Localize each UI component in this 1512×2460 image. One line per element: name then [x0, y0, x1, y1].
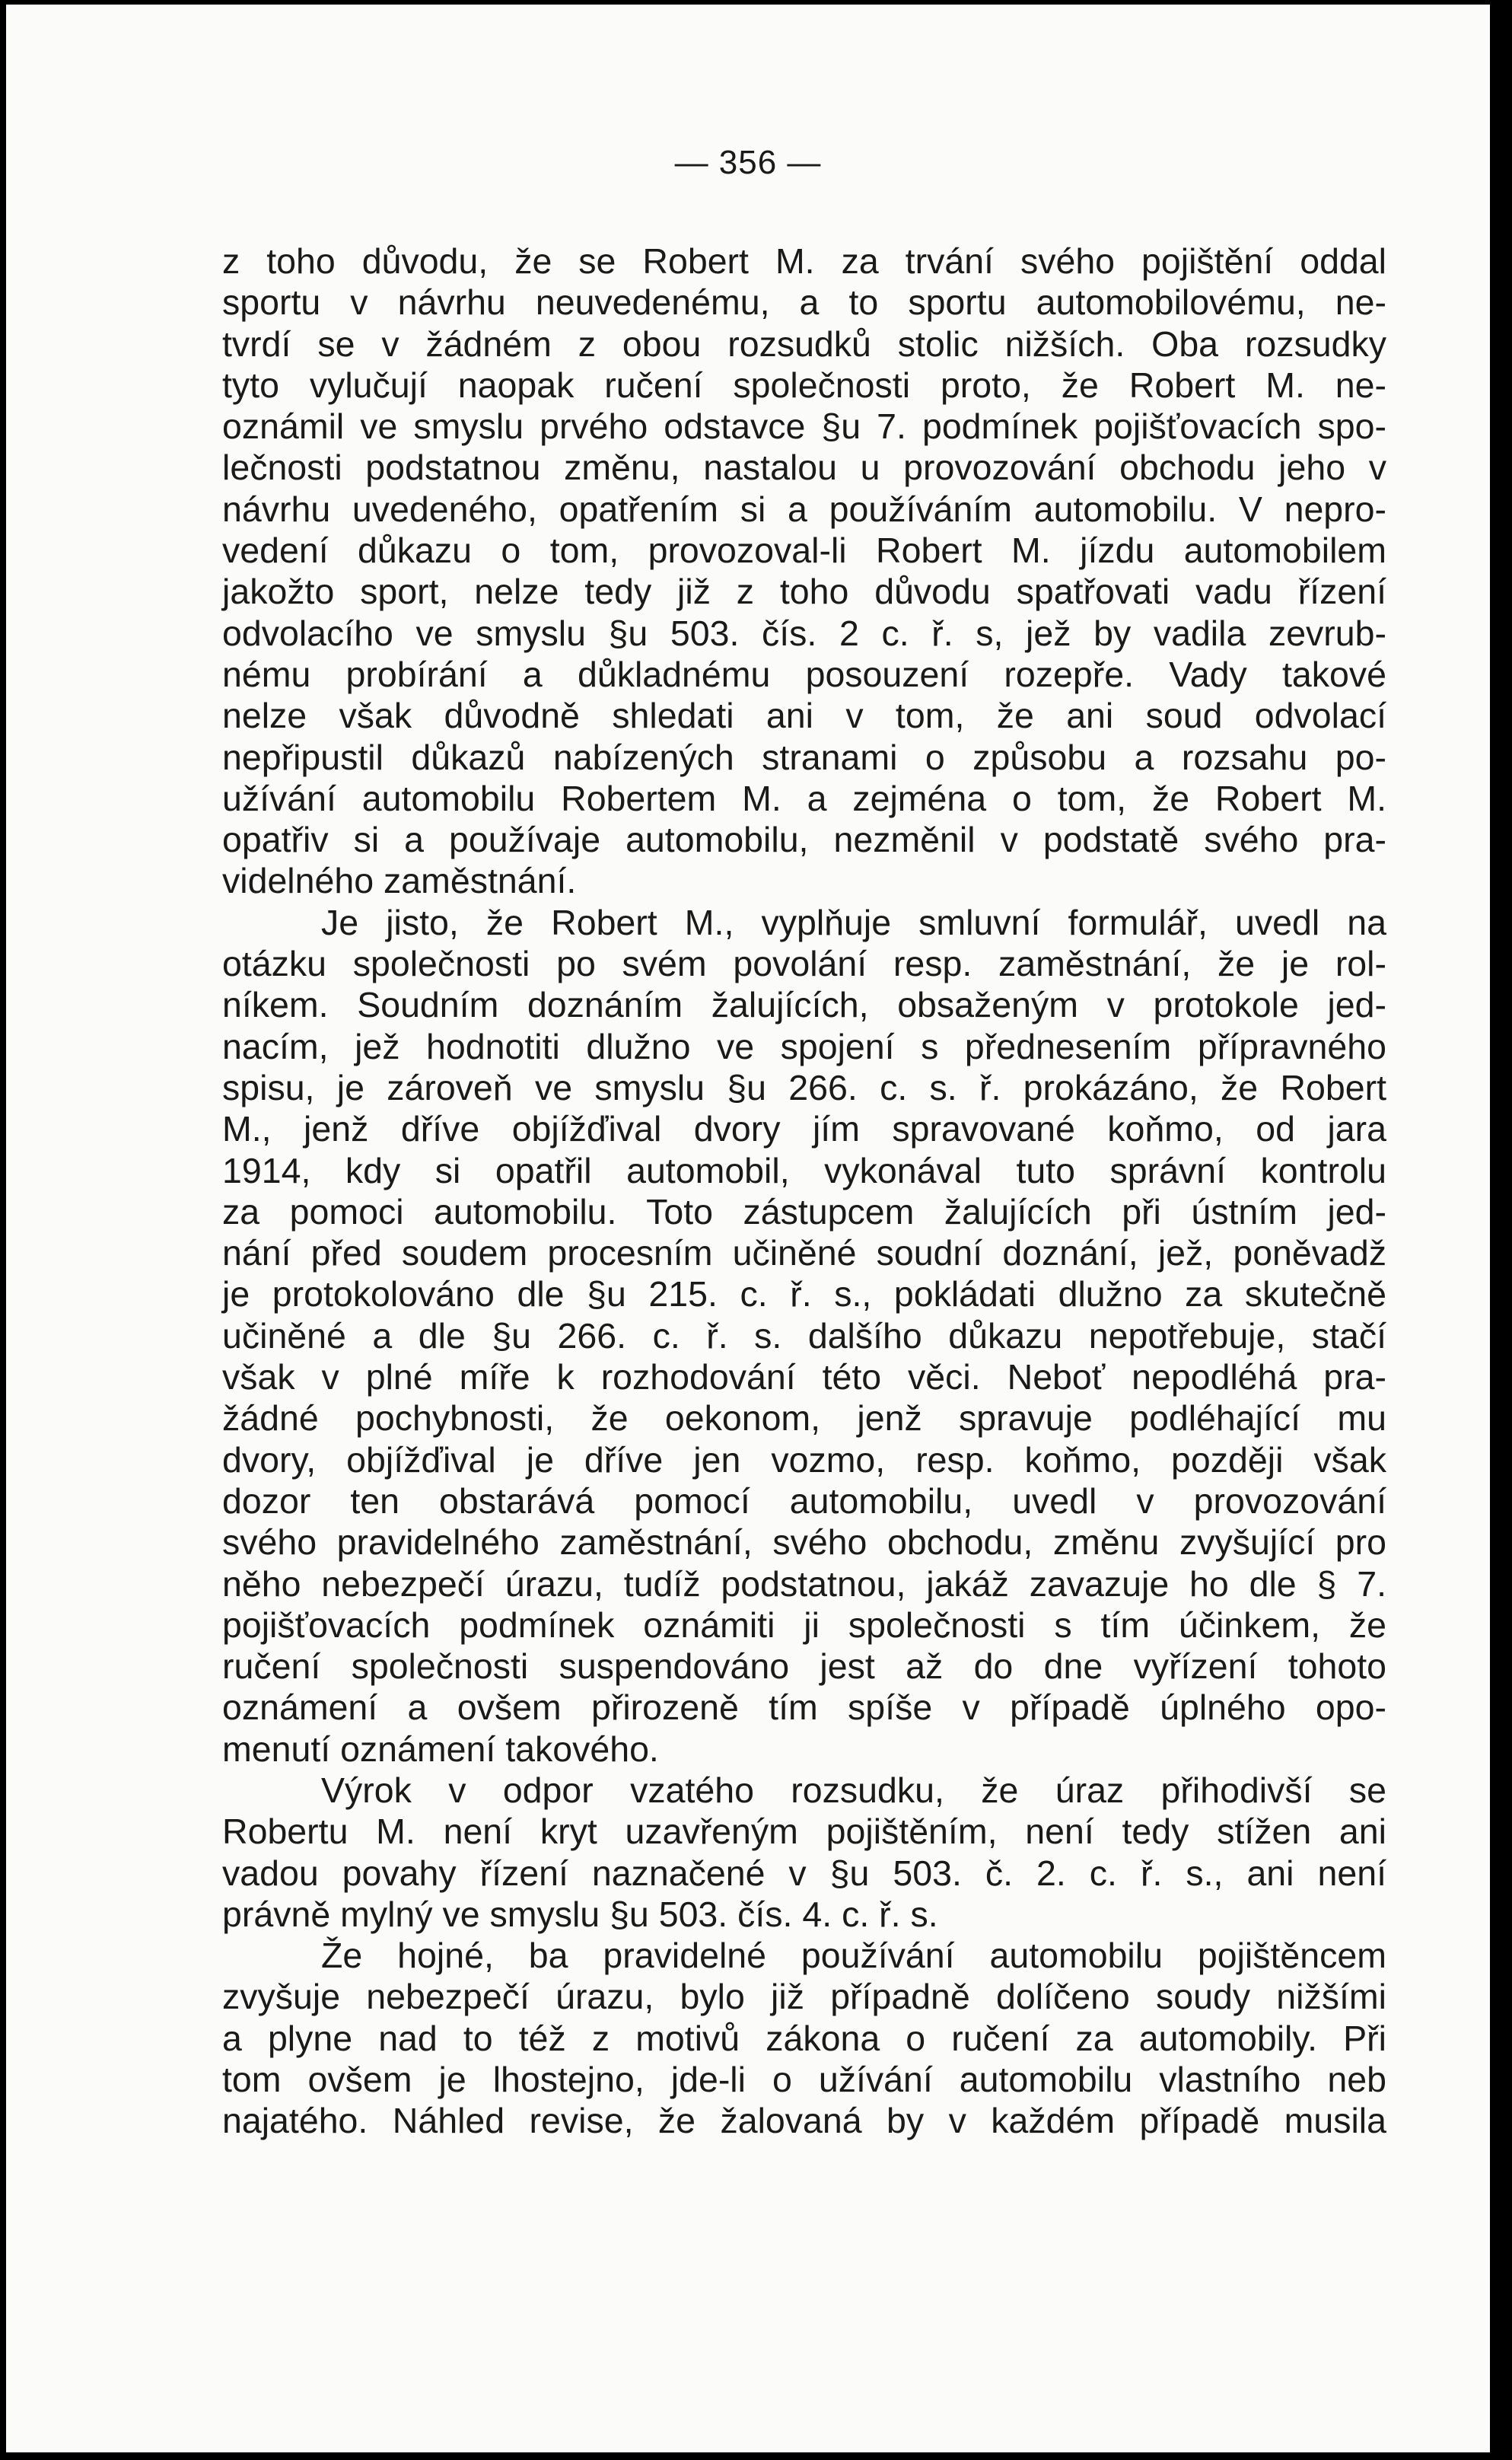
- text-line: návrhu uvedeného, opatřením si a používáním automobilu. V nepro-: [222, 489, 1386, 529]
- text-line: však v plné míře k rozhodování této věci. Neboť nepodléhá pra-: [222, 1357, 1386, 1397]
- text-line: dvory, objížďival je dříve jen vozmo, resp. koňmo, později však: [222, 1439, 1386, 1480]
- text-line: užívání automobilu Robertem M. a zejména o tom, že Robert M.: [222, 778, 1386, 818]
- text-line: něho nebezpečí úrazu, tudíž podstatnou, jakáž zavazuje ho dle § 7.: [222, 1563, 1386, 1604]
- text-line: oznámil ve smyslu prvého odstavce §u 7. podmínek pojišťovacích spo-: [222, 406, 1386, 447]
- text-line: nacím, jež hodnotiti dlužno ve spojení s přednesením přípravného: [222, 1026, 1386, 1066]
- text-line: za pomoci automobilu. Toto zástupcem žalujících při ústním jed-: [222, 1191, 1386, 1232]
- text-line: pojišťovacích podmínek oznámiti ji společnosti s tím účinkem, že: [222, 1604, 1386, 1645]
- text-line: svého pravidelného zaměstnání, svého obchodu, změnu zvyšující pro: [222, 1522, 1386, 1563]
- text-line: spisu, je zároveň ve smyslu §u 266. c. s. ř. prokázáno, že Robert: [222, 1067, 1386, 1107]
- text-line: Že hojné, ba pravidelné používání automobilu pojištěncem: [321, 1936, 1386, 1976]
- text-line: ručení společnosti suspendováno jest až do dne vyřízení tohoto: [222, 1646, 1386, 1687]
- text-line: z toho důvodu, že se Robert M. za trvání svého pojištění oddal: [222, 241, 1386, 281]
- text-line: nému probírání a důkladnému posouzení rozepře. Vady takové: [222, 654, 1386, 694]
- text-line: je protokolováno dle §u 215. c. ř. s., pokládati dlužno za skutečně: [222, 1274, 1386, 1314]
- text-line: nání před soudem procesním učiněné soudní doznání, jež, poněvadž: [222, 1233, 1386, 1273]
- text-line: tyto vylučují naopak ručení společnosti proto, že Robert M. ne-: [222, 365, 1386, 405]
- text-line: dozor ten obstarává pomocí automobilu, uvedl v provozování: [222, 1480, 1386, 1521]
- text-line: vedení důkazu o tom, provozoval-li Robert M. jízdu automobilem: [222, 531, 1386, 571]
- text-line: otázku společnosti po svém povolání resp. zaměstnání, že je rol-: [222, 944, 1386, 984]
- text-line: nelze však důvodně shledati ani v tom, že ani soud odvolací: [222, 696, 1386, 736]
- text-line: lečnosti podstatnou změnu, nastalou u provozování obchodu jeho v: [222, 448, 1386, 488]
- text-line: jakožto sport, nelze tedy již z toho důvodu spatřovati vadu řízení: [222, 572, 1386, 612]
- text-line: 1914, kdy si opatřil automobil, vykonával tuto správní kontrolu: [222, 1150, 1386, 1190]
- book-page: [6, 5, 1490, 2452]
- text-line: menutí oznámení takového.: [222, 1729, 659, 1769]
- text-line: Výrok v odpor vzatého rozsudku, že úraz přihodivší se: [321, 1770, 1386, 1810]
- body-text: [222, 241, 1386, 2142]
- text-line: právně mylný ve smyslu §u 503. čís. 4. c. ř. s.: [222, 1894, 938, 1934]
- text-line: videlného zaměstnání.: [222, 861, 577, 901]
- page-number: — 356 —: [674, 144, 822, 181]
- text-line: odvolacího ve smyslu §u 503. čís. 2 c. ř. s, jež by vadila zevrub-: [222, 613, 1386, 653]
- text-line: a plyne nad to též z motivů zákona o ručení za automobily. Při: [222, 2018, 1386, 2058]
- text-line: najatého. Náhled revise, že žalovaná by v každém případě musila: [222, 2101, 1386, 2141]
- text-line: žádné pochybnosti, že oekonom, jenž spravuje podléhající mu: [222, 1398, 1386, 1439]
- text-line: tom ovšem je lhostejno, jde-li o užívání automobilu vlastního neb: [222, 2060, 1386, 2100]
- text-line: učiněné a dle §u 266. c. ř. s. dalšího důkazu nepotřebuje, stačí: [222, 1315, 1386, 1356]
- text-line: M., jenž dříve objížďival dvory jím spravované koňmo, od jara: [222, 1109, 1386, 1149]
- text-line: Robertu M. není kryt uzavřeným pojištěním, není tedy stížen ani: [222, 1812, 1386, 1852]
- text-line: sportu v návrhu neuvedenému, a to sportu automobilovému, ne-: [222, 282, 1386, 323]
- text-line: nepřipustil důkazů nabízených stranami o způsobu a rozsahu po-: [222, 737, 1386, 777]
- text-line: tvrdí se v žádném z obou rozsudků stolic nižších. Oba rozsudky: [222, 323, 1386, 364]
- text-line: níkem. Soudním doznáním žalujících, obsaženým v protokole jed-: [222, 985, 1386, 1025]
- text-line: oznámení a ovšem přirozeně tím spíše v případě úplného opo-: [222, 1687, 1386, 1728]
- text-line: opatřiv si a používaje automobilu, nezměnil v podstatě svého pra-: [222, 820, 1386, 860]
- text-line: zvyšuje nebezpečí úrazu, bylo již případně dolíčeno soudy nižšími: [222, 1977, 1386, 2017]
- text-line: vadou povahy řízení naznačené v §u 503. č. 2. c. ř. s., ani není: [222, 1853, 1386, 1893]
- text-line: Je jisto, že Robert M., vyplňuje smluvní formulář, uvedl na: [321, 902, 1386, 942]
